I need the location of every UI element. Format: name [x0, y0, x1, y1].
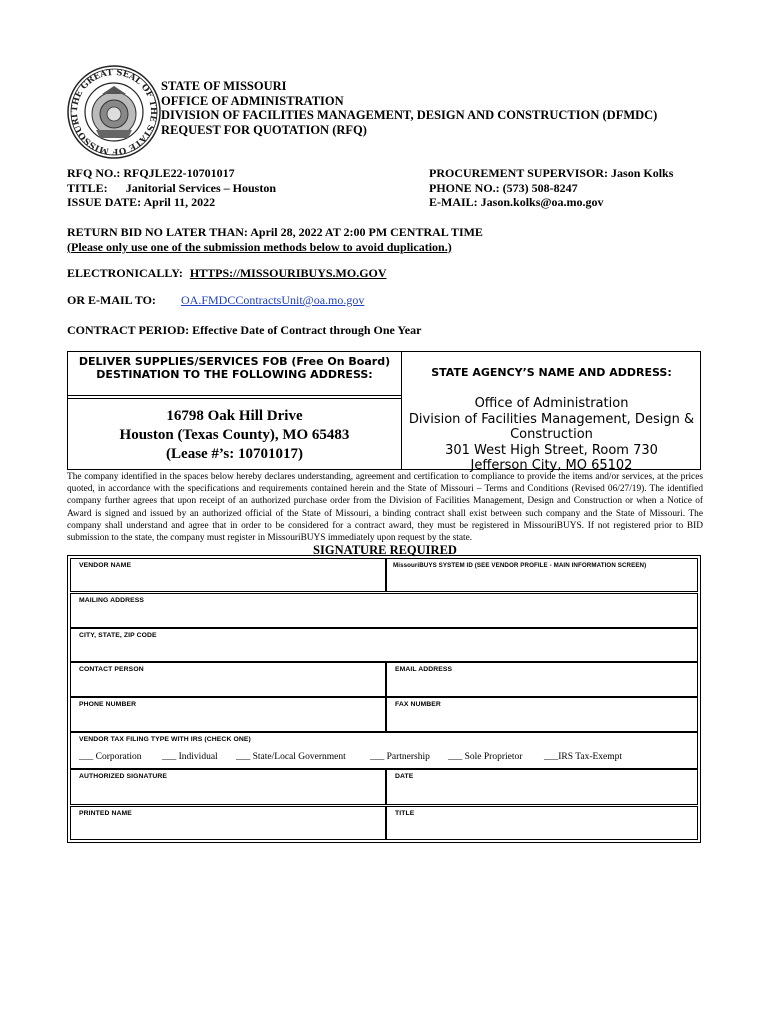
rfq-number: RFQJLE22-10701017 [123, 166, 235, 180]
fax-number-label: FAX NUMBER [395, 701, 441, 708]
agency-heading: STATE AGENCY’S NAME AND ADDRESS: [431, 366, 672, 379]
title-label: TITLE [395, 810, 415, 817]
submission-electronic [67, 266, 387, 281]
rfq-title: Janitorial Services – Houston [125, 180, 277, 195]
contracts-email-link[interactable]: OA.FMDCContractsUnit@oa.mo.gov [181, 293, 365, 307]
contract-period: CONTRACT PERIOD: Effective Date of Contract through One Year [67, 323, 422, 337]
delivery-address [68, 407, 401, 464]
phone-number-label: PHONE NUMBER [79, 701, 137, 708]
city-state-zip-label: CITY, STATE, ZIP CODE [79, 632, 157, 639]
supervisor-info [429, 166, 673, 210]
vendor-name-field[interactable] [70, 558, 386, 592]
supervisor-email: Jason.kolks@oa.mo.gov [480, 195, 604, 209]
rfq-info [67, 166, 276, 210]
missouri-state-seal [66, 64, 162, 160]
authorized-signature-field[interactable] [70, 769, 386, 805]
supervisor-label: PROCUREMENT SUPERVISOR: [429, 166, 609, 180]
phone-label: PHONE NO.: [429, 180, 500, 195]
fax-number-field[interactable] [386, 697, 698, 732]
tax-option-corporation[interactable]: ___ Corporation [79, 752, 142, 762]
header-rfq-title: REQUEST FOR QUOTATION (RFQ) [161, 122, 367, 137]
header-office: OFFICE OF ADMINISTRATION [161, 93, 344, 108]
delivery-city: Houston (Texas County), MO 65483 [119, 427, 350, 443]
header-state: STATE OF MISSOURI [161, 79, 287, 93]
system-id-field[interactable] [386, 558, 698, 592]
date-label: DATE [395, 773, 414, 780]
email-address-field[interactable] [386, 662, 698, 697]
delivery-street: 16798 Oak Hill Drive [166, 408, 303, 424]
email-to-label: OR E-MAIL TO: [67, 293, 156, 307]
rfq-issue-date: April 11, 2022 [143, 195, 216, 209]
declaration-paragraph: The company identified in the spaces below hereby declares understanding, agreement and certification to compliance to provide the items and/or services, at the prices quoted, in accordance with the specifications and requirements contained herein and the State of Missouri – Terms and Conditions (Revised 06/27/19). The identified company further agrees that upon receipt of an authorized purchase order from the Division of Facilities Management, Design and Construction or when a Notice of Award is signed and issued by an authorized official of the State of Missouri, a binding contract shall exist between such company and the State of Missouri. The company shall understand and agree that in order to be considered for a contract award, they must be registered in MissouriBUYS. If not registered prior to BID submission to the state, the company must register in MissouriBUYS immediately upon request by the state. [67, 472, 703, 544]
missouribuys-link[interactable]: HTTPS://MISSOURIBUYS.MO.GOV [189, 266, 387, 280]
title-field[interactable] [386, 806, 698, 840]
date-field[interactable] [386, 769, 698, 805]
tax-filing-type-field [70, 732, 698, 769]
seal-text: THE GREAT SEAL OF THE STATE OF MISSOURI [69, 67, 159, 157]
tax-option-irs-exempt[interactable]: ___IRS Tax-Exempt [544, 752, 623, 762]
tax-filing-type-label: VENDOR TAX FILING TYPE WITH IRS (CHECK ONE) [79, 736, 251, 743]
vendor-name-label: VENDOR NAME [79, 562, 132, 569]
mailing-address-label: MAILING ADDRESS [79, 597, 145, 604]
agency-division-cont: Construction [510, 427, 593, 442]
phone-number-field[interactable] [70, 697, 386, 732]
return-bid-note: (Please only use one of the submission methods below to avoid duplication.) [67, 239, 452, 254]
agency-address [401, 396, 702, 474]
return-bid-deadline: RETURN BID NO LATER THAN: April 28, 2022 AT 2:00 PM CENTRAL TIME [67, 225, 483, 239]
delivery-heading: DELIVER SUPPLIES/SERVICES FOB (Free On Board) DESTINATION TO THE FOLLOWING ADDRESS: [78, 355, 391, 381]
supervisor-phone: (573) 508-8247 [502, 180, 578, 195]
rfq-number-label: RFQ NO.: [67, 166, 121, 180]
mailing-address-field[interactable] [70, 593, 698, 628]
delivery-agency-table [67, 351, 701, 473]
tax-option-partnership[interactable]: ___ Partnership [370, 752, 430, 762]
signature-required-heading: SIGNATURE REQUIRED [313, 543, 457, 557]
contact-person-field[interactable] [70, 662, 386, 697]
system-id-label: MissouriBUYS SYSTEM ID (SEE VENDOR PROFILE - MAIN INFORMATION SCREEN) [393, 562, 647, 569]
agency-office: Office of Administration [474, 396, 629, 411]
printed-name-field[interactable] [70, 806, 386, 840]
rfq-issue-label: ISSUE DATE: [67, 195, 142, 209]
tax-option-individual[interactable]: ___ Individual [162, 752, 218, 762]
return-bid [67, 225, 483, 254]
printed-name-label: PRINTED NAME [79, 810, 132, 817]
email-label: E-MAIL: [429, 195, 478, 209]
contact-person-label: CONTACT PERSON [79, 666, 144, 673]
header-division: DIVISION OF FACILITIES MANAGEMENT, DESIGN AND CONSTRUCTION (DFMDC) [161, 108, 658, 122]
vendor-form [67, 555, 701, 843]
supervisor-name: Jason Kolks [611, 166, 674, 180]
agency-city: Jefferson City, MO 65102 [470, 458, 633, 473]
rfq-title-label: TITLE: [67, 180, 108, 195]
email-address-label: EMAIL ADDRESS [395, 666, 453, 673]
authorized-signature-label: AUTHORIZED SIGNATURE [79, 773, 167, 780]
agency-division: Division of Facilities Management, Design & [408, 411, 695, 427]
tax-option-sole-proprietor[interactable]: ___ Sole Proprietor [448, 752, 523, 762]
document-header [161, 79, 657, 137]
city-state-zip-field[interactable] [70, 628, 698, 662]
delivery-lease: (Lease #’s: 10701017) [166, 446, 303, 462]
agency-street: 301 West High Street, Room 730 [445, 442, 658, 458]
tax-option-state-local[interactable]: ___ State/Local Government [236, 752, 346, 762]
electronic-label: ELECTRONICALLY: [67, 266, 183, 280]
submission-email [67, 293, 156, 308]
